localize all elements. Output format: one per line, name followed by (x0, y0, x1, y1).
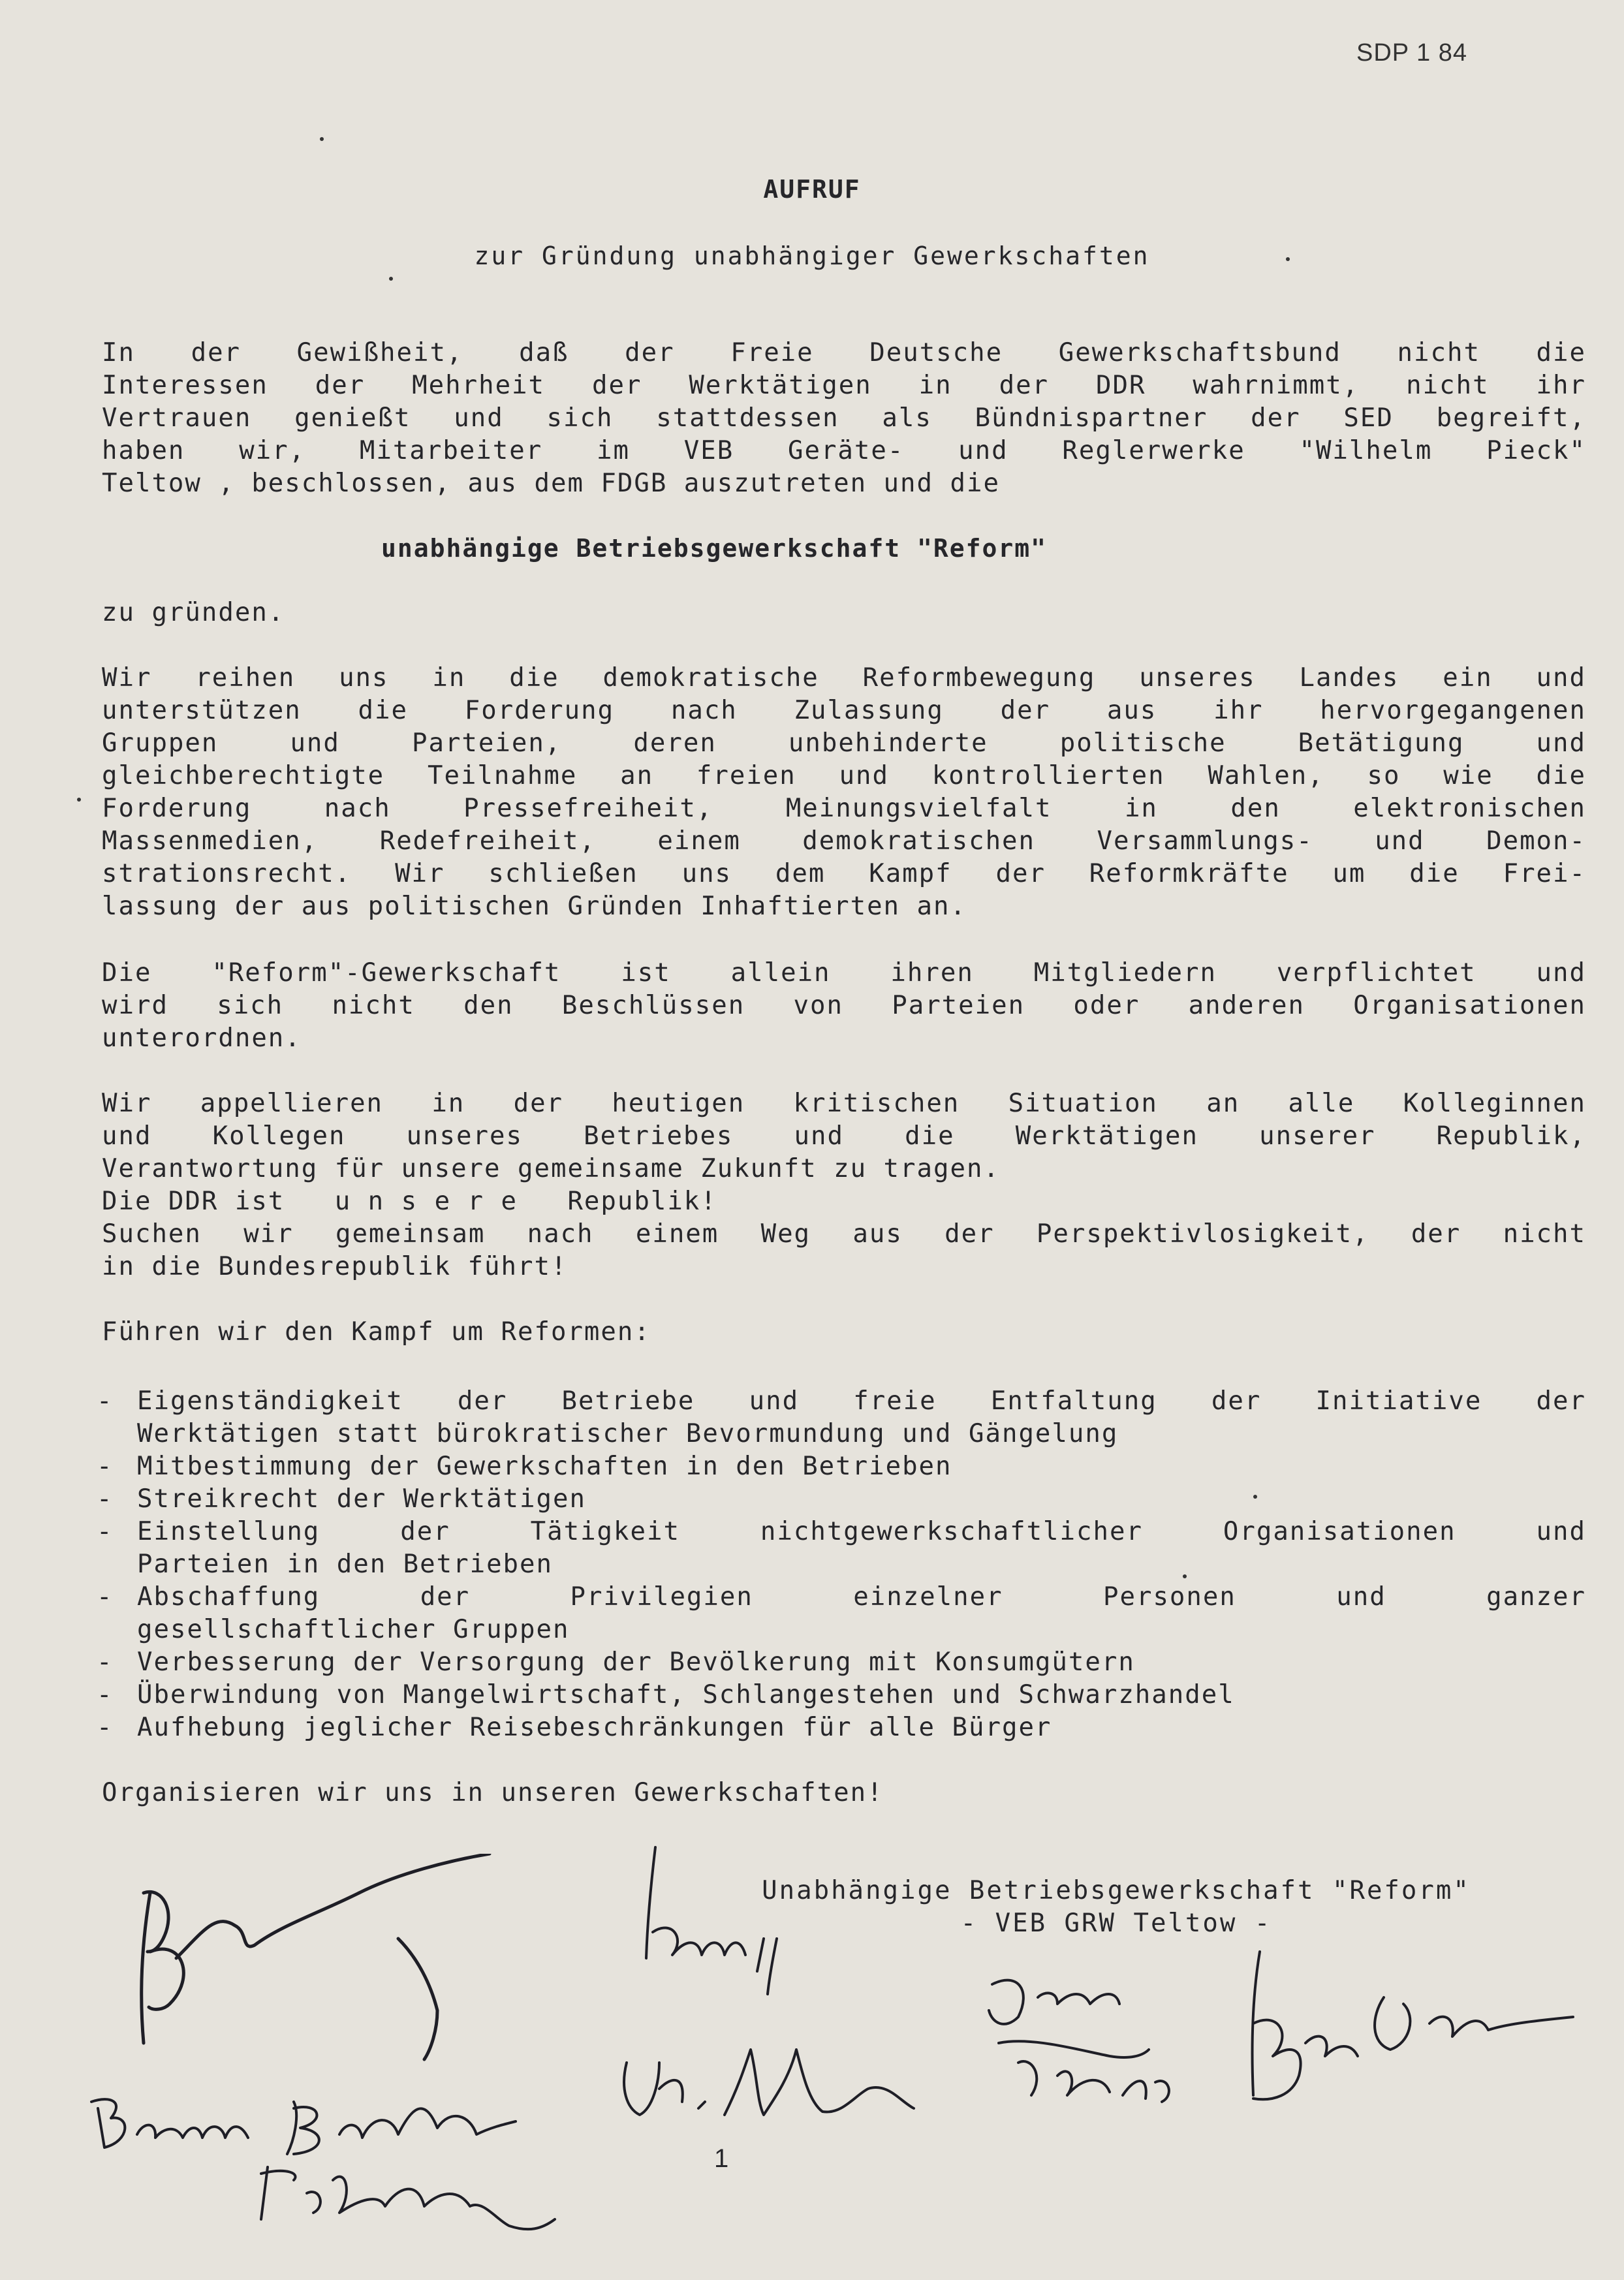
list-item (97, 1385, 1586, 1450)
text-line: und Kollegen unseres Betriebes und die Werktätigen unserer Republik, (102, 1121, 1586, 1151)
text-line: lassung der aus politischen Gründen Inhaftierten an. (102, 892, 967, 921)
bullet-dash: - (97, 1648, 114, 1677)
reform-paragraph (102, 662, 1586, 923)
signature-4 (601, 1841, 822, 2050)
union-name: unabhängige Betriebsgewerkschaft "Reform" (381, 534, 1047, 563)
page-number: 1 (714, 2144, 729, 2173)
paper-speck (77, 798, 81, 802)
bullet-dash: - (97, 1484, 114, 1514)
text-line: Massenmedien, Redefreiheit, einem demokratischen Versammlungs- und Demon- (102, 826, 1586, 856)
text-line: unterordnen. (102, 1023, 302, 1053)
paper-speck (1183, 1574, 1187, 1578)
list-item (97, 1483, 1586, 1516)
text-line: Mitbestimmung der Gewerkschaften in den Betrieben (137, 1452, 952, 1481)
text-line: unterstützen die Forderung nach Zulassung der aus ihr hervorgegangenen (102, 696, 1586, 725)
text-line: wird sich nicht den Beschlüssen von Parteien oder anderen Organisationen (102, 991, 1586, 1020)
org-name: Unabhängige Betriebsgewerkschaft "Reform" (762, 1876, 1471, 1905)
text-line: Vertrauen genießt und sich stattdessen als Bündnispartner der SED begreift, (102, 403, 1586, 433)
text-line: Teltow , beschlossen, aus dem FDGB auszutreten und die (102, 469, 1000, 498)
text-line: Wir reihen uns in die demokratische Reformbewegung unseres Landes ein und (102, 663, 1586, 693)
text-line: haben wir, Mitarbeiter im VEB Geräte- und Reglerwerke "Wilhelm Pieck" (102, 436, 1586, 465)
members-paragraph (102, 957, 1586, 1055)
signature-5 (607, 2037, 920, 2128)
demands-list (97, 1385, 1586, 1744)
appeal-paragraph (102, 1087, 1586, 1283)
bullet-dash: - (97, 1386, 114, 1416)
text-line: Werktätigen statt bürokratischer Bevormundung und Gängelung (137, 1419, 1119, 1448)
text-line: In der Gewißheit, daß der Freie Deutsche Gewerkschaftsbund nicht die (102, 338, 1586, 367)
intro-paragraph (102, 337, 1586, 500)
list-item (97, 1679, 1586, 1711)
text-line: Organisieren wir uns in unseren Gewerkschaften! (102, 1778, 884, 1807)
text-line: Abschaffung der Privilegien einzelner Personen und ganzer (137, 1582, 1586, 1612)
list-item (97, 1581, 1586, 1646)
text-line: zu gründen. (102, 598, 285, 627)
bullet-dash: - (97, 1680, 114, 1710)
list-item (97, 1516, 1586, 1581)
list-item (97, 1711, 1586, 1744)
paper-speck (389, 277, 393, 281)
text-line: Streikrecht der Werktätigen (137, 1484, 586, 1514)
text-line: gleichberechtigte Teilnahme an freien und kontrollierten Wahlen, so wie die (102, 761, 1586, 790)
document-subtitle: zur Gründung unabhängiger Gewerkschaften (474, 242, 1150, 270)
archive-reference: SDP 1 84 (1356, 39, 1467, 67)
list-item (97, 1450, 1586, 1483)
paper-speck (1286, 257, 1290, 261)
text-line: Forderung nach Pressefreiheit, Meinungsvielfalt in den elektronischen (102, 794, 1586, 823)
text-line: Interessen der Mehrheit der Werktätigen in der DDR wahrnimmt, nicht ihr (102, 371, 1586, 400)
text-line: Wir appellieren in der heutigen kritischen Situation an alle Kolleginnen (102, 1089, 1586, 1118)
text-line: Einstellung der Tätigkeit nichtgewerkschaftlicher Organisationen und (137, 1517, 1586, 1546)
text-line: Verantwortung für unsere gemeinsame Zukunft zu tragen. (102, 1154, 1000, 1183)
signature-3 (248, 2154, 561, 2239)
text-line: Verbesserung der Versorgung der Bevölkerung mit Konsumgütern (137, 1648, 1135, 1677)
text-line: Die "Reform"-Gewerkschaft ist allein ihren Mitgliedern verpflichtet und (102, 958, 1586, 988)
closing-line (102, 1777, 1586, 1809)
org-location: - VEB GRW Teltow - (960, 1909, 1272, 1938)
bullet-dash: - (97, 1517, 114, 1546)
signature-6 (979, 1965, 1214, 2174)
bullet-dash: - (97, 1713, 114, 1742)
demands-intro (102, 1316, 1586, 1349)
signature-1 (124, 1854, 529, 2063)
text-line: Parteien in den Betrieben (137, 1550, 553, 1579)
paper-speck (320, 137, 324, 141)
text-line: Suchen wir gemeinsam nach einem Weg aus der Perspektivlosigkeit, der nicht (102, 1219, 1586, 1249)
document-title: AUFRUF (763, 175, 861, 204)
bullet-dash: - (97, 1452, 114, 1481)
text-line: Gruppen und Parteien, deren unbehinderte politische Betätigung und (102, 728, 1586, 758)
text-line: Aufhebung jeglicher Reisebeschränkungen für alle Bürger (137, 1713, 1052, 1742)
text-line: gesellschaftlicher Gruppen (137, 1615, 570, 1644)
text-line: strationsrecht. Wir schließen uns dem Kampf der Reformkräfte um die Frei- (102, 859, 1586, 888)
zu-gruenden-line (102, 597, 1586, 629)
bullet-dash: - (97, 1582, 114, 1612)
text-line: in die Bundesrepublik führt! (102, 1252, 568, 1281)
list-item (97, 1646, 1586, 1679)
signature-7 (1234, 1945, 1586, 2115)
ddr-line: Die DDR ist u n s e r e Republik! (102, 1187, 717, 1216)
paper-speck (1253, 1495, 1257, 1499)
text-line: Überwindung von Mangelwirtschaft, Schlangestehen und Schwarzhandel (137, 1680, 1235, 1710)
text-line: Eigenständigkeit der Betriebe und freie Entfaltung der Initiative der (137, 1386, 1586, 1416)
text-line: Führen wir den Kampf um Reformen: (102, 1317, 651, 1347)
